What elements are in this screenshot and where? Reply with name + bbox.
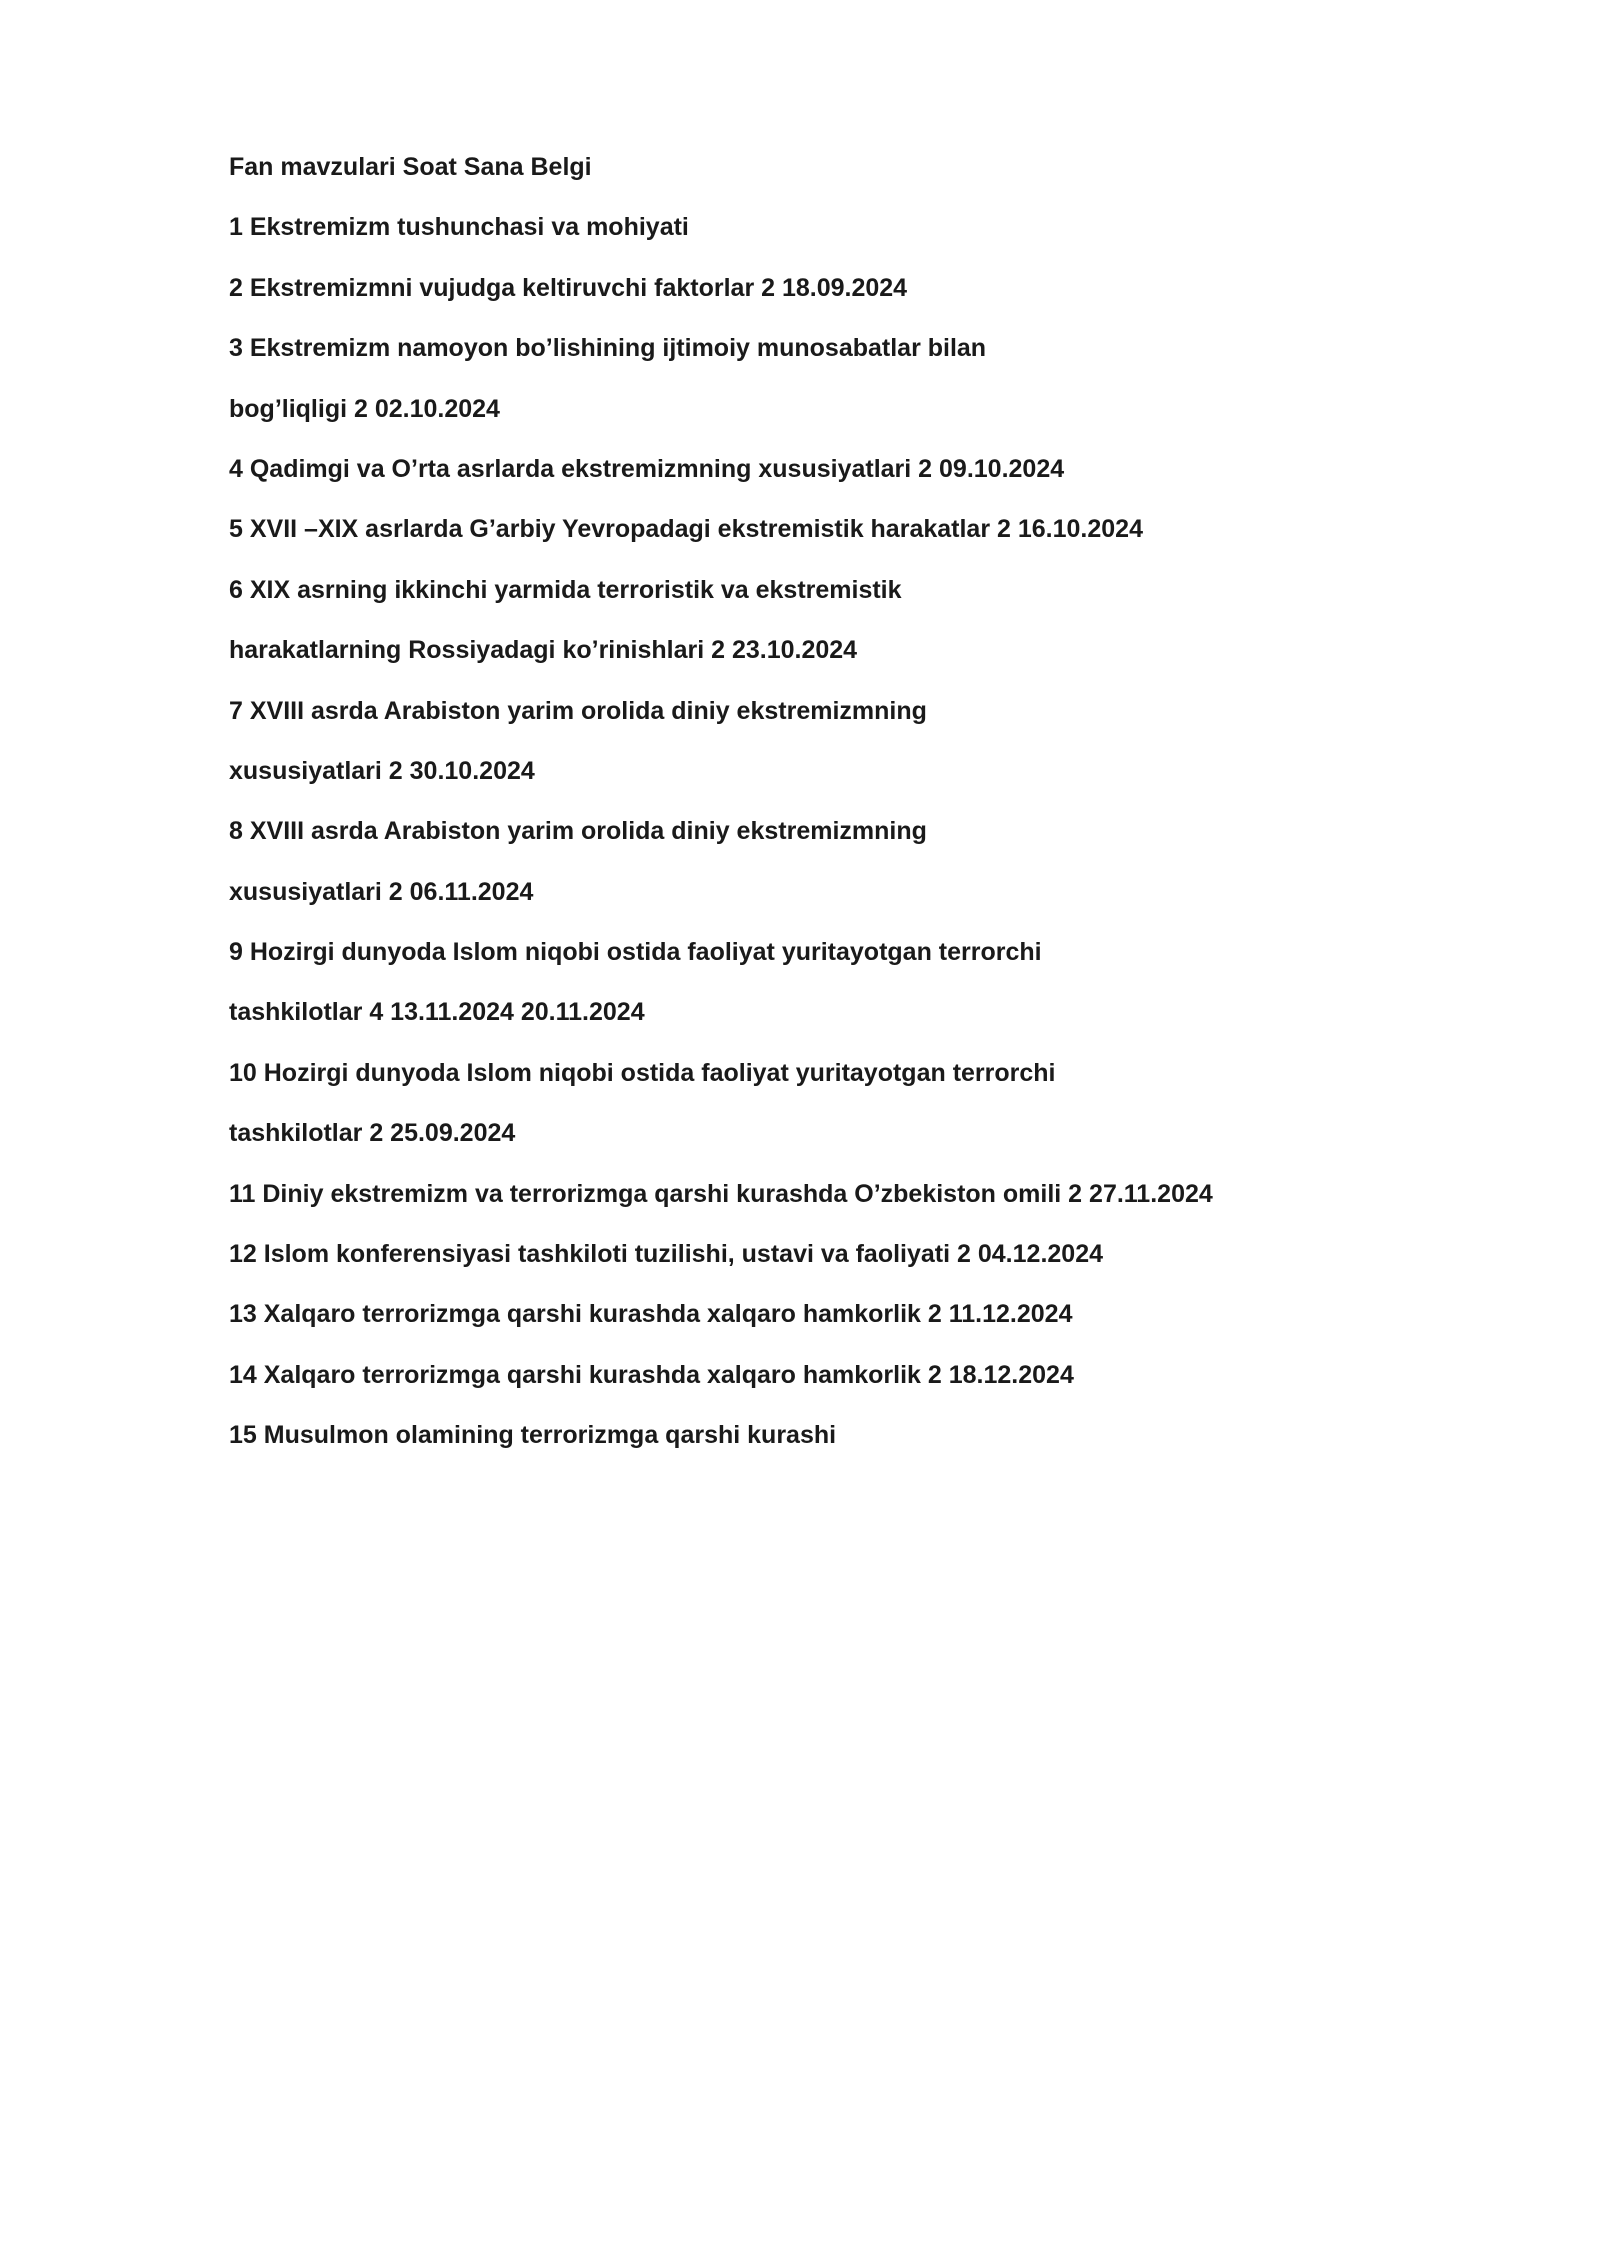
- topic-line: xususiyatlari 2 06.11.2024: [229, 877, 534, 906]
- header-line: Fan mavzulari Soat Sana Belgi: [229, 153, 592, 181]
- topic-line: harakatlarning Rossiyadagi ko’rinishlari 2 23.10.2024: [229, 636, 858, 665]
- topic-line: 1 Ekstremizm tushunchasi va mohiyati: [229, 213, 689, 242]
- topic-line: 7 XVIII asrda Arabiston yarim orolida diniy ekstremizmning: [229, 696, 927, 725]
- document-body: [229, 150, 1389, 1479]
- topic-line: 8 XVIII asrda Arabiston yarim orolida diniy ekstremizmning: [229, 817, 927, 846]
- topic-line: bog’liqligi 2 02.10.2024: [229, 394, 500, 423]
- topic-line: tashkilotlar 4 13.11.2024 20.11.2024: [229, 998, 645, 1027]
- topic-line: 12 Islom konferensiyasi tashkiloti tuzilishi, ustavi va faoliyati 2 04.12.2024: [229, 1240, 1103, 1269]
- topic-line: 14 Xalqaro terrorizmga qarshi kurashda xalqaro hamkorlik 2 18.12.2024: [229, 1360, 1074, 1389]
- topic-line: 9 Hozirgi dunyoda Islom niqobi ostida faoliyat yuritayotgan terrorchi: [229, 938, 1042, 967]
- topic-line: 10 Hozirgi dunyoda Islom niqobi ostida faoliyat yuritayotgan terrorchi: [229, 1058, 1056, 1087]
- topic-line: 5 XVII –XIX asrlarda G’arbiy Yevropadagi ekstremistik harakatlar 2 16.10.2024: [229, 515, 1143, 544]
- topic-line: 4 Qadimgi va O’rta asrlarda ekstremizmning xususiyatlari 2 09.10.2024: [229, 454, 1065, 483]
- topic-line: 15 Musulmon olamining terrorizmga qarshi kurashi: [229, 1421, 837, 1450]
- topic-line: tashkilotlar 2 25.09.2024: [229, 1119, 516, 1148]
- topic-line: 13 Xalqaro terrorizmga qarshi kurashda xalqaro hamkorlik 2 11.12.2024: [229, 1300, 1073, 1329]
- topic-line: xususiyatlari 2 30.10.2024: [229, 756, 535, 785]
- topic-line: 3 Ekstremizm namoyon bo’lishining ijtimoiy munosabatlar bilan: [229, 334, 987, 363]
- topic-line: 2 Ekstremizmni vujudga keltiruvchi faktorlar 2 18.09.2024: [229, 273, 908, 302]
- topic-line: 6 XIX asrning ikkinchi yarmida terroristik va ekstremistik: [229, 575, 902, 604]
- topic-line: 11 Diniy ekstremizm va terrorizmga qarshi kurashda O’zbekiston omili 2 27.11.2024: [229, 1179, 1213, 1208]
